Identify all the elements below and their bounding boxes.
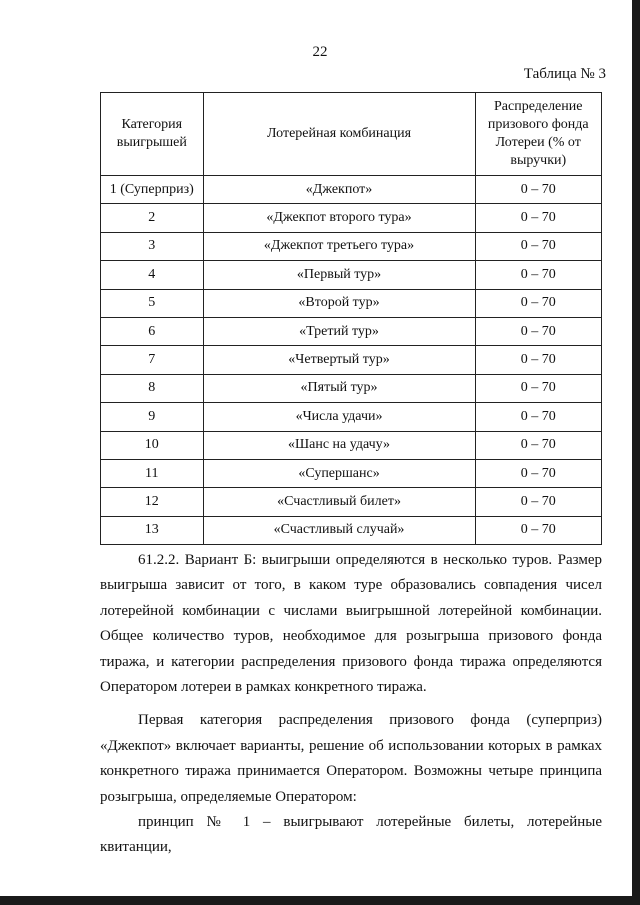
paragraph-principle-1: принцип № 1 – выигрывают лотерейные билеты, лотерейные квитанции, <box>100 814 602 856</box>
cell-distribution: 0 – 70 <box>475 374 602 402</box>
scan-edge-right <box>632 0 640 905</box>
cell-combination: «Второй тур» <box>203 289 475 317</box>
cell-category: 7 <box>101 346 204 374</box>
cell-distribution: 0 – 70 <box>475 459 602 487</box>
header-distribution: Распределение призового фонда Лотереи (% от выручки) <box>475 93 602 176</box>
cell-distribution: 0 – 70 <box>475 346 602 374</box>
header-combination: Лотерейная комбинация <box>203 93 475 176</box>
cell-category: 5 <box>101 289 204 317</box>
cell-combination: «Пятый тур» <box>203 374 475 402</box>
table-row <box>101 403 602 431</box>
body-text <box>100 548 602 861</box>
table-header-row <box>101 93 602 176</box>
table-row <box>101 176 602 204</box>
cell-category: 10 <box>101 431 204 459</box>
cell-combination: «Джекпот второго тура» <box>203 204 475 232</box>
cell-category: 8 <box>101 374 204 402</box>
table-row <box>101 374 602 402</box>
table-row <box>101 289 602 317</box>
cell-combination: «Числа удачи» <box>203 403 475 431</box>
cell-distribution: 0 – 70 <box>475 488 602 516</box>
cell-distribution: 0 – 70 <box>475 204 602 232</box>
header-category: Категория выигрышей <box>101 93 204 176</box>
cell-category: 6 <box>101 317 204 345</box>
cell-distribution: 0 – 70 <box>475 232 602 260</box>
cell-category: 1 (Суперприз) <box>101 176 204 204</box>
cell-distribution: 0 – 70 <box>475 431 602 459</box>
cell-category: 12 <box>101 488 204 516</box>
cell-category: 9 <box>101 403 204 431</box>
cell-distribution: 0 – 70 <box>475 403 602 431</box>
cell-combination: «Счастливый случай» <box>203 516 475 544</box>
cell-combination: «Третий тур» <box>203 317 475 345</box>
cell-category: 4 <box>101 261 204 289</box>
cell-category: 11 <box>101 459 204 487</box>
table-caption: Таблица № 3 <box>523 66 606 82</box>
table-row <box>101 317 602 345</box>
cell-distribution: 0 – 70 <box>475 176 602 204</box>
table-row <box>101 488 602 516</box>
table-row <box>101 516 602 544</box>
cell-combination: «Четвертый тур» <box>203 346 475 374</box>
table-row <box>101 346 602 374</box>
cell-category: 3 <box>101 232 204 260</box>
table-row <box>101 204 602 232</box>
cell-combination: «Шанс на удачу» <box>203 431 475 459</box>
paragraph-first-category: Первая категория распределения призового фонда (суперприз) «Джекпот» включает варианты, решение об использовании которых в рамках конкретного тиража принимается Оператором. Возможны четыре принципа розыгрыша, определяемые Оператором: <box>100 712 602 805</box>
paragraph-variant-b: 61.2.2. Вариант Б: выигрыши определяются в несколько туров. Размер выигрыша зависит от того, в каком туре образовались совпадения чисел лотерейной комбинации с числами выигрышной лотерейной комбинации. Общее количество туров, необходимое для розыгрыша призового фонда тиража, и категории распределения призового фонда тиража определяются Оператором лотереи в рамках конкретного тиража. <box>100 552 602 696</box>
table-row <box>101 232 602 260</box>
cell-distribution: 0 – 70 <box>475 289 602 317</box>
cell-distribution: 0 – 70 <box>475 317 602 345</box>
scan-edge-bottom <box>0 896 640 905</box>
cell-combination: «Первый тур» <box>203 261 475 289</box>
cell-combination: «Джекпот третьего тура» <box>203 232 475 260</box>
cell-combination: «Счастливый билет» <box>203 488 475 516</box>
prize-distribution-table <box>100 92 602 545</box>
cell-distribution: 0 – 70 <box>475 261 602 289</box>
table-row <box>101 261 602 289</box>
page-number: 22 <box>312 44 328 60</box>
cell-distribution: 0 – 70 <box>475 516 602 544</box>
cell-combination: «Джекпот» <box>203 176 475 204</box>
cell-combination: «Супершанс» <box>203 459 475 487</box>
table-row <box>101 459 602 487</box>
table-row <box>101 431 602 459</box>
cell-category: 13 <box>101 516 204 544</box>
cell-category: 2 <box>101 204 204 232</box>
